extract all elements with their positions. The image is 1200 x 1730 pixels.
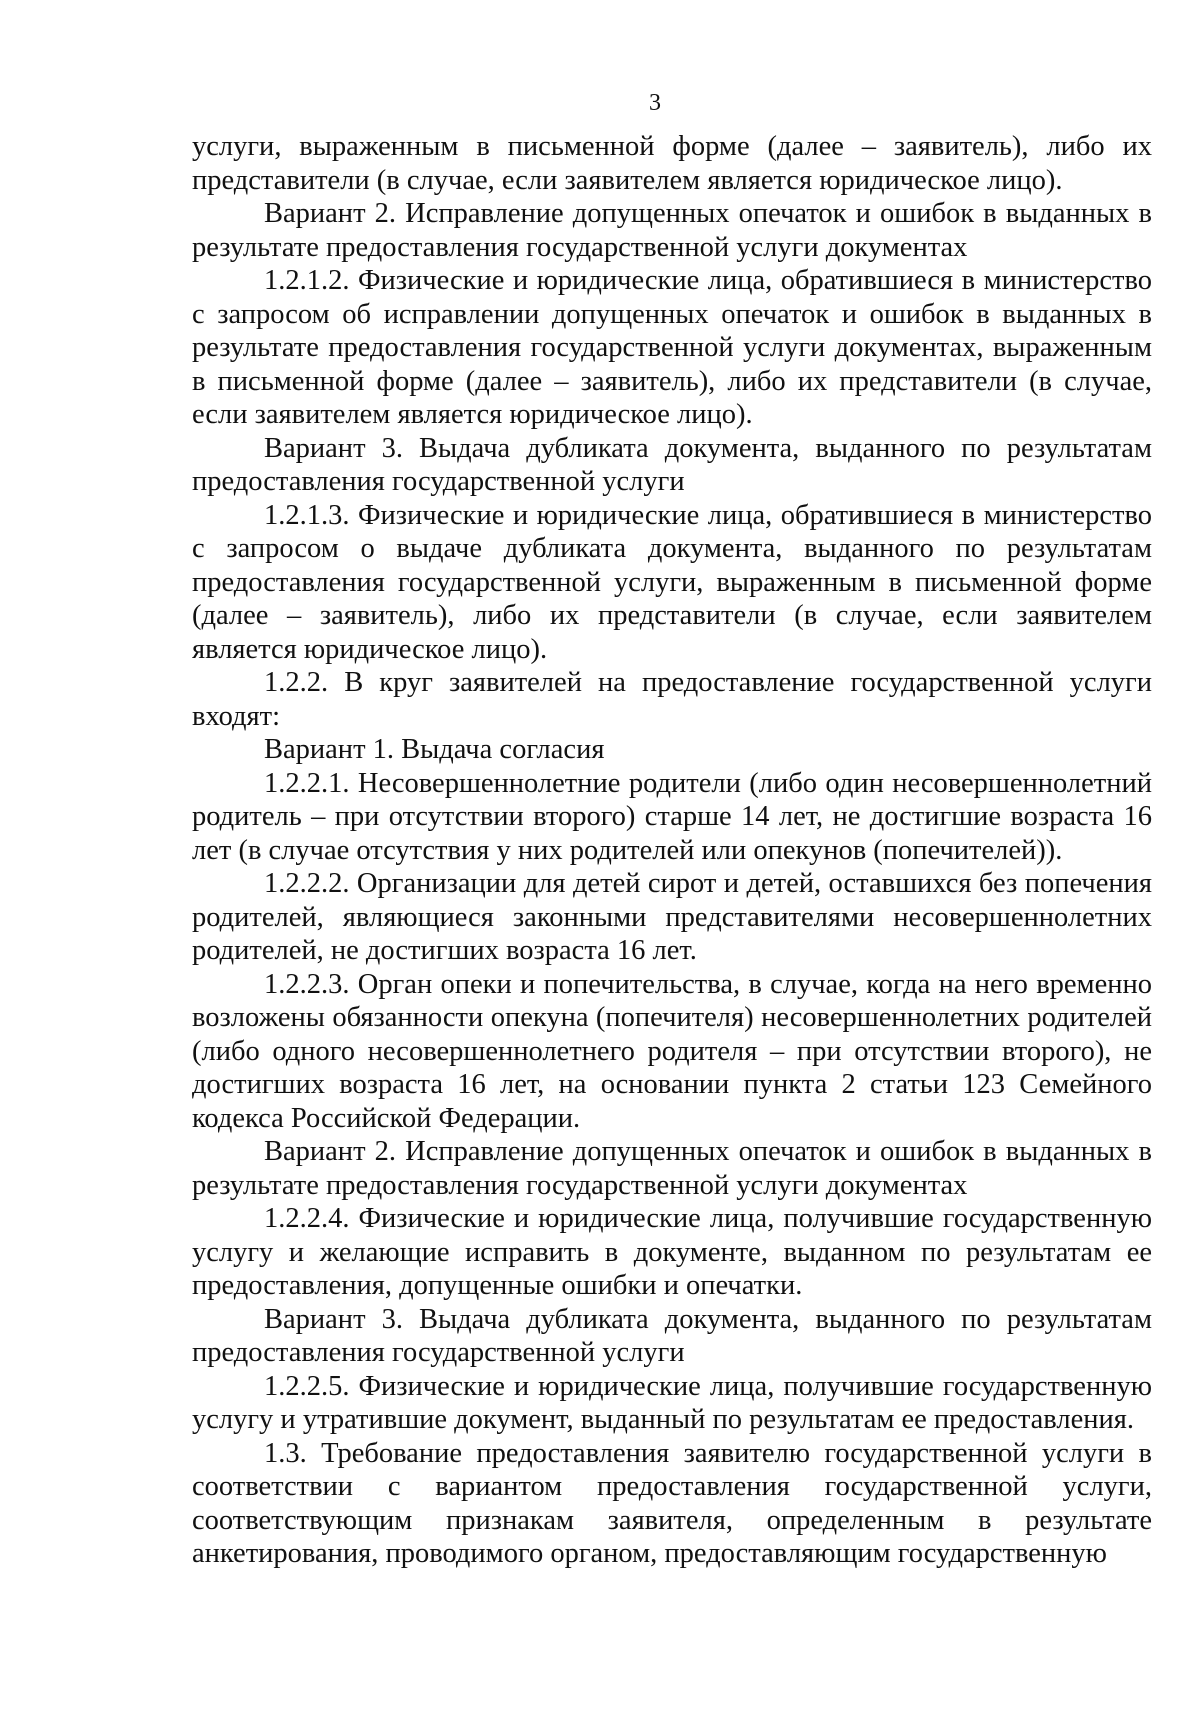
paragraph-1-2-2-3: 1.2.2.3. Орган опеки и попечительства, в случае, когда на него временно возложены обязанности опекуна (попечителя) несовершеннолетних родителей (либо одного несовершеннолетнего родителя – при отсутствии второго), не достигших возраста 16 лет, на основании пункта 2 статьи 123 Семейного кодекса Российской Федерации. xyxy=(192,968,1152,1134)
paragraph-continuation: услуги, выраженным в письменной форме (далее – заявитель), либо их представители (в случае, если заявителем является юридическое лицо). xyxy=(192,131,1152,196)
paragraph-1-2-2-1: 1.2.2.1. Несовершеннолетние родители (либо один несовершеннолетний родитель – при отсутствии второго) старше 14 лет, не достигшие возраста 16 лет (в случае отсутствия у них родителей или опекунов (попечителей)). xyxy=(192,767,1152,866)
paragraph-1-2-1-3: 1.2.1.3. Физические и юридические лица, обратившиеся в министерство с запросом о выдаче дубликата документа, выданного по результатам предоставления государственной услуги, выраженным в письменной форме (далее – заявитель), либо их представители (в случае, если заявителем является юридическое лицо). xyxy=(192,499,1152,665)
paragraph-variant-2-heading-2: Вариант 2. Исправление допущенных опечаток и ошибок в выданных в результате предоставления государственной услуги документах xyxy=(192,1136,1152,1201)
paragraph-1-2-2-5: 1.2.2.5. Физические и юридические лица, получившие государственную услугу и утратившие документ, выданный по результатам ее предоставления. xyxy=(192,1370,1152,1435)
paragraph-variant-3-heading: Вариант 3. Выдача дубликата документа, выданного по результатам предоставления государственной услуги xyxy=(192,432,1152,497)
paragraph-1-2-2-2: 1.2.2.2. Организации для детей сирот и детей, оставшихся без попечения родителей, являющиеся законными представителями несовершеннолетних родителей, не достигших возраста 16 лет. xyxy=(192,868,1152,966)
document-body xyxy=(192,130,1152,1571)
page-number: 3 xyxy=(649,90,661,116)
paragraph-variant-1-heading: Вариант 1. Выдача согласия xyxy=(264,734,605,765)
paragraph-variant-3-heading-2: Вариант 3. Выдача дубликата документа, выданного по результатам предоставления государственной услуги xyxy=(192,1303,1152,1368)
paragraph-1-2-2: 1.2.2. В круг заявителей на предоставление государственной услуги входят: xyxy=(192,667,1152,732)
paragraph-1-2-1-2: 1.2.1.2. Физические и юридические лица, обратившиеся в министерство с запросом об исправлении допущенных опечаток и ошибок в выданных в результате предоставления государственной услуги документах, выраженным в письменной форме (далее – заявитель), либо их представители (в случае, если заявителем является юридическое лицо). xyxy=(192,265,1152,430)
paragraph-1-2-2-4: 1.2.2.4. Физические и юридические лица, получившие государственную услугу и желающие исправить в документе, выданном по результатам ее предоставления, допущенные ошибки и опечатки. xyxy=(192,1203,1152,1301)
paragraph-1-3: 1.3. Требование предоставления заявителю государственной услуги в соответствии с вариантом предоставления государственной услуги, соответствующим признакам заявителя, определенным в результате анкетирования, проводимого органом, предоставляющим государственную xyxy=(192,1437,1152,1569)
paragraph-variant-2-heading: Вариант 2. Исправление допущенных опечаток и ошибок в выданных в результате предоставления государственной услуги документах xyxy=(192,198,1152,263)
